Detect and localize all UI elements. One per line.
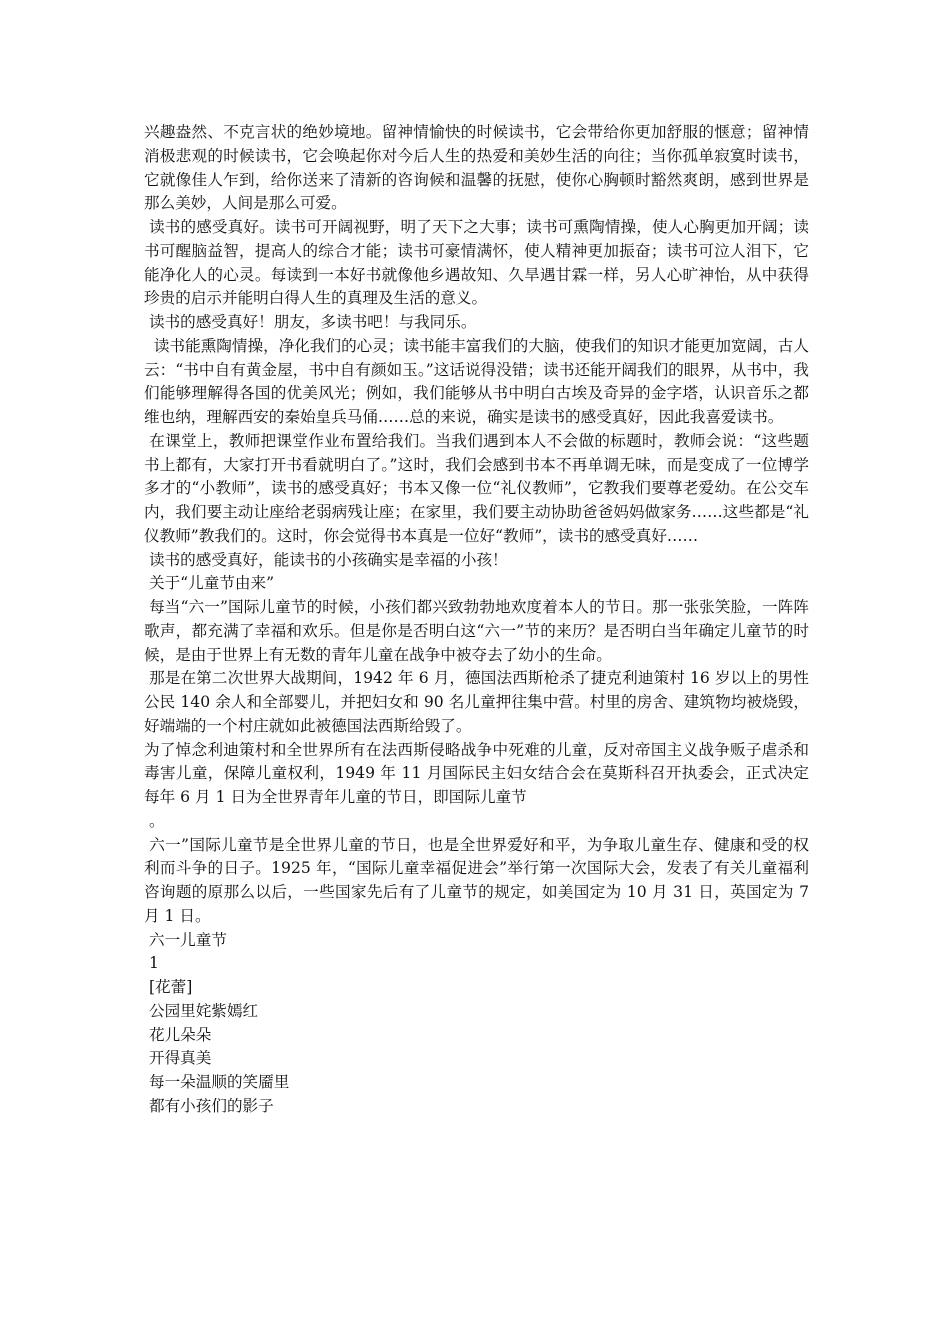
paragraph-reading-knowledge: 读书能熏陶情操，净化我们的心灵；读书能丰富我们的大脑，使我们的知识才能更加宽阔，古人云：“书中自有黄金屋，书中自有颜如玉。”这话说得没错；读书还能开阔我们的眼界，从书中，我们能够理解得各国的优美风光；例如，我们能够从书中明白古埃及奇异的金字塔，认识音乐之都维也纳，理解西安的秦始皇兵马俑……总的来说，确实是读书的感受真好，因此我喜爱读书。	[144, 336, 809, 426]
paragraph-classroom: 在课堂上，教师把课堂作业布置给我们。当我们遇到本人不会做的标题时，教师会说：“这些题书上都有，大家打开书看就明白了。”这时，我们会感到书本不再单调无味，而是变成了一位博学多才的“小教师”，读书的感受真好；书本又像一位“礼仪教师”，它教我们要尊老爱幼。在公交车内，我们要主动让座给老弱病残让座；在家里，我们要主动协助爸爸妈妈做家务……这些都是“礼仪教师”教我们的。这时，你会觉得书本真是一位好“教师”，读书的感受真好……	[144, 431, 809, 545]
paragraph-happy-child: 读书的感受真好，能读书的小孩确实是幸福的小孩！	[144, 550, 508, 569]
paragraph-memorial-decision: 为了悼念利迪策村和全世界所有在法西斯侵略战争中死难的儿童，反对帝国主义战争贩子虐杀和毒害儿童，保障儿童权利，1949 年 11 月国际民主妇女结合会在莫斯科召开执委会，正式决定每年 6 月 1 日为全世界青年儿童的节日，即国际儿童节	[144, 740, 809, 806]
poem-line: 花儿朵朵	[144, 1025, 212, 1044]
poem-title: 六一儿童节	[144, 930, 227, 949]
paragraph-international-festival: 六一”国际儿童节是全世界儿童的节日，也是全世界爱好和平，为争取儿童生存、健康和受的权利而斗争的日子。1925 年，“国际儿童幸福促进会”举行第一次国际大会，发表了有关儿童福利咨询题的原那么以后，一些国家先后有了儿童节的规定，如美国定为 10 月 31 日，英国定为 7 月 1 日。	[144, 835, 814, 925]
paragraph-lidice-history: 那是在第二次世界大战期间，1942 年 6 月，德国法西斯枪杀了捷克利迪策村 16 岁以上的男性公民 140 余人和全部婴儿，并把妇女和 90 名儿童押往集中营。村里的房舍、建筑物均被烧毁，好端端的一个村庄就如此被德国法西斯给毁了。	[144, 669, 810, 735]
poem-line: 公园里姹紫嫣红	[144, 1001, 259, 1020]
section-heading-childrens-day-origin: 关于“儿童节由来”	[144, 574, 275, 593]
paragraph-june-first: 每当“六一”国际儿童节的时候，小孩们都兴致勃勃地欢度着本人的节日。那一张张笑脸，一阵阵歌声，都充满了幸福和欢乐。但是你是否明白这“六一”节的来历？是否明白当年确定儿童节的时候，是由于世界上有无数的青年儿童在战争中被夺去了幼小的生命。	[144, 598, 809, 664]
poem-number: 1	[144, 954, 159, 973]
paragraph-period: 。	[144, 811, 165, 830]
paragraph-reading-exclaim: 读书的感受真好！朋友，多读书吧！与我同乐。	[144, 313, 477, 331]
paragraph-reading-benefits: 读书的感受真好。读书可开阔视野，明了天下之大事；读书可熏陶情操，使人心胸更加开阔；读书可醒脑益智，提高人的综合才能；读书可豪情满怀，使人精神更加振奋；读书可泣人泪下，它能净化人的心灵。每读到一本好书就像他乡遇故知、久旱遇甘霖一样，另人心旷神怡，从中获得珍贵的启示并能明白得人生的真理及生活的意义。	[144, 218, 809, 308]
poem-subtitle: [花蕾]	[144, 978, 193, 996]
poem-line: 每一朵温顺的笑靥里	[144, 1073, 290, 1091]
document-body	[144, 121, 814, 1119]
poem-line: 都有小孩们的影子	[144, 1096, 274, 1115]
paragraph-reading-joy: 兴趣盎然、不克言状的绝妙境地。留神情愉快的时候读书，它会带给你更加舒服的惬意；留神情消极悲观的时候读书，它会唤起你对今后人生的热爱和美妙生活的向往；当你孤单寂寞时读书，它就像佳人乍到，给你送来了清新的咨询候和温馨的抚慰，使你心胸顿时豁然爽朗，感到世界是那么美妙，人间是那么可爱。	[144, 123, 809, 213]
poem-line: 开得真美	[144, 1049, 212, 1068]
